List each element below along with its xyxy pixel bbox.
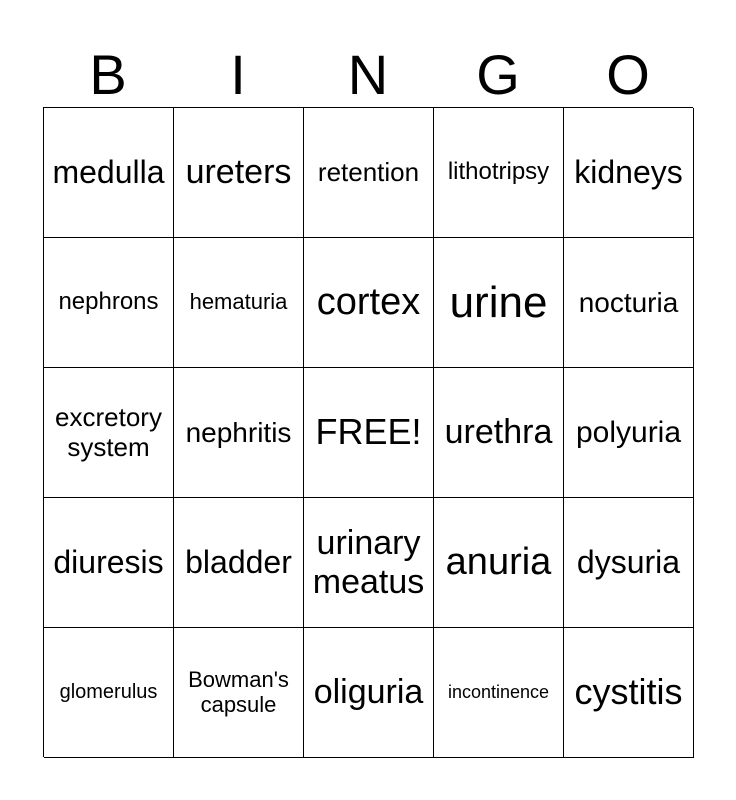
bingo-cell[interactable]: ureters — [174, 108, 304, 238]
free-space[interactable]: FREE! — [304, 368, 434, 498]
bingo-cell[interactable]: nephritis — [174, 368, 304, 498]
header-letter-b: B — [89, 43, 127, 106]
bingo-cell[interactable]: retention — [304, 108, 434, 238]
bingo-header — [43, 44, 693, 106]
bingo-cell[interactable]: nocturia — [564, 238, 694, 368]
header-letter-n: N — [347, 43, 389, 106]
bingo-cell[interactable]: dysuria — [564, 498, 694, 628]
bingo-cell[interactable]: Bowman's capsule — [174, 628, 304, 758]
bingo-cell[interactable]: lithotripsy — [434, 108, 564, 238]
bingo-cell[interactable]: polyuria — [564, 368, 694, 498]
header-letter-o: O — [606, 43, 650, 106]
bingo-cell[interactable]: nephrons — [44, 238, 174, 368]
bingo-board — [43, 107, 693, 757]
bingo-cell[interactable]: cystitis — [564, 628, 694, 758]
header-letter-g: G — [476, 43, 520, 106]
header-letter-i: I — [230, 43, 246, 106]
bingo-cell[interactable]: oliguria — [304, 628, 434, 758]
bingo-cell[interactable]: urethra — [434, 368, 564, 498]
bingo-cell[interactable]: urine — [434, 238, 564, 368]
bingo-cell[interactable]: urinary meatus — [304, 498, 434, 628]
bingo-cell[interactable]: incontinence — [434, 628, 564, 758]
bingo-cell[interactable]: bladder — [174, 498, 304, 628]
bingo-cell[interactable]: diuresis — [44, 498, 174, 628]
bingo-cell[interactable]: glomerulus — [44, 628, 174, 758]
bingo-cell[interactable]: anuria — [434, 498, 564, 628]
bingo-cell[interactable]: cortex — [304, 238, 434, 368]
bingo-cell[interactable]: kidneys — [564, 108, 694, 238]
bingo-cell[interactable]: excretory system — [44, 368, 174, 498]
bingo-cell[interactable]: hematuria — [174, 238, 304, 368]
bingo-cell[interactable]: medulla — [44, 108, 174, 238]
